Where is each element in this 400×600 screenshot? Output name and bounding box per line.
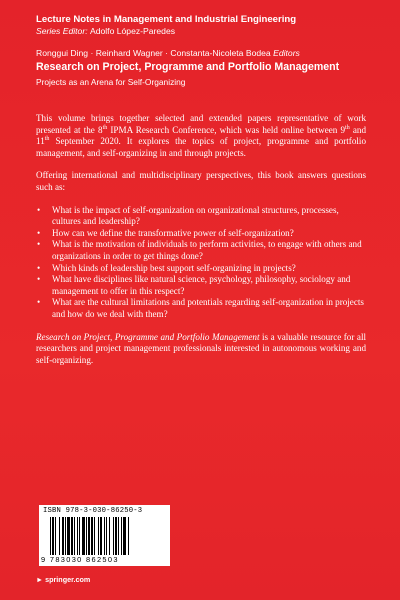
closing-text: is a valuable resource for all researchers and project management professionals interested in autonomous working and self-organizing. (36, 331, 366, 365)
publisher-link[interactable] (36, 575, 90, 584)
barcode-bar (118, 517, 119, 555)
bullet-icon: • (37, 297, 41, 308)
barcode-bar (106, 517, 107, 555)
barcode-bar (86, 517, 87, 555)
barcode-bar (77, 517, 78, 555)
question-text: What are the cultural limitations and potentials regarding self-organization in projects and how do we deal with them? (52, 297, 364, 319)
question-text: Which kinds of leadership best support self-organizing in projects? (52, 262, 296, 273)
barcode-bar (52, 517, 54, 555)
book-title: Research on Project, Programme and Portfolio Management (36, 61, 340, 73)
barcode-bar (109, 517, 110, 555)
blurb (36, 113, 366, 377)
barcode-bar (121, 517, 122, 555)
series-editor (36, 26, 376, 37)
barcode-bar (115, 517, 117, 555)
bullet-icon: • (37, 227, 41, 238)
series-editor-name: Adolfo López-Paredes (89, 26, 176, 36)
blurb-p1-b: IPMA Research Conference, which was held online between 9 (107, 124, 346, 135)
book-subtitle: Projects as an Arena for Self-Organizing (36, 77, 186, 87)
list-item (36, 297, 366, 320)
barcode-bar (79, 517, 80, 555)
series-title: Lecture Notes in Management and Industrial Engineering (36, 14, 297, 25)
bullet-icon: • (37, 274, 41, 285)
barcode-digits: 9 783030 862503 (41, 555, 119, 564)
barcode-bar (104, 517, 105, 555)
barcode-bar (123, 517, 126, 555)
superscript-th: th (102, 124, 108, 131)
question-text: What is the motivation of individuals to perform activities, to engage with others and organizations in order to get things done? (52, 239, 362, 261)
list-item (36, 228, 366, 240)
barcode-bar (113, 517, 114, 555)
list-item (36, 239, 366, 262)
editor-names: Ronggui Ding · Reinhard Wagner · Constanta-Nicoleta Bodea (36, 48, 271, 58)
arrow-right-icon: ► (36, 575, 44, 584)
blurb-p1-d: September 2020. It explores the topics of project, programme and portfolio management, and self-organizing in and through projects. (36, 136, 366, 158)
blurb-p1-c: and 11 (36, 124, 366, 147)
list-item (36, 263, 366, 275)
barcode-bar (59, 517, 60, 555)
barcode-bar (82, 517, 85, 555)
barcode-bar (67, 517, 70, 555)
blurb-closing (36, 332, 366, 367)
publisher-url: springer.com (45, 575, 91, 584)
question-text: What have disciplines like natural science, psychology, philosophy, sociology and management to offer in this respect? (52, 274, 351, 296)
barcode-box (39, 505, 170, 566)
barcode-icon (50, 517, 166, 555)
barcode-bar (100, 517, 102, 555)
superscript-th: th (44, 136, 50, 143)
list-item (36, 205, 366, 228)
barcode-bar (91, 517, 93, 555)
book-editors (36, 48, 376, 59)
blurb-paragraph-2: Offering international and multidisciplinary perspectives, this book answers questions such as: (36, 170, 366, 192)
series-editor-label: Series Editor: (36, 26, 88, 36)
question-text: How can we define the transformative power of self-organization? (52, 227, 294, 238)
barcode-bar (74, 517, 75, 555)
bullet-icon: • (37, 262, 41, 273)
bullet-icon: • (37, 239, 41, 250)
question-text: What is the impact of self-organization on organizational structures, processes, cultures and leadership? (52, 204, 339, 227)
bullet-icon: • (37, 204, 41, 215)
barcode-bar (65, 517, 66, 555)
barcode-bar (88, 517, 90, 555)
blurb-paragraph-1 (36, 113, 366, 159)
series-header (36, 14, 376, 88)
barcode-bar (71, 517, 73, 555)
barcode-bar (128, 517, 129, 555)
blurb-p1-a: This volume brings together selected and extended papers representative of work presented at the 8 (36, 113, 366, 135)
editors-role: Editors (273, 48, 300, 58)
list-item (36, 274, 366, 297)
barcode-bar (50, 517, 51, 555)
barcode-bar (62, 517, 64, 555)
isbn-label: ISBN 978-3-030-86250-3 (43, 507, 143, 515)
superscript-th: th (345, 124, 350, 131)
closing-book-title: Research on Project, Programme and Portfolio Management (36, 331, 260, 342)
barcode-bar (55, 517, 56, 555)
question-list (36, 205, 366, 321)
barcode-bar (98, 517, 99, 555)
barcode-bar (94, 517, 95, 555)
